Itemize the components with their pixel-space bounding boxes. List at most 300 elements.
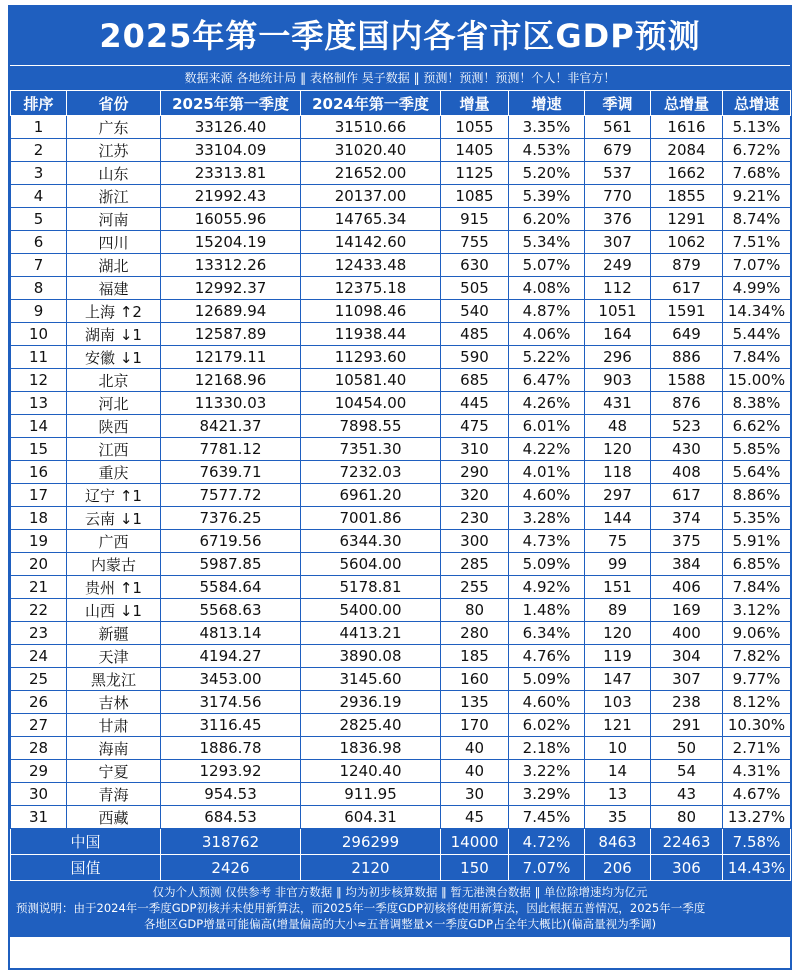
cell-growth: 5.20% <box>509 162 585 185</box>
cell-gdp-2024q1: 5178.81 <box>301 576 441 599</box>
cell-gdp-2024q1: 3890.08 <box>301 645 441 668</box>
cell-rank: 24 <box>11 645 67 668</box>
cell-seasonal-adj: 112 <box>585 277 651 300</box>
cell-increment: 40 <box>441 737 509 760</box>
table-row <box>11 323 791 346</box>
table-row <box>11 484 791 507</box>
cell-total-increment: 1588 <box>651 369 723 392</box>
cell-rank: 8 <box>11 277 67 300</box>
table-row <box>11 806 791 829</box>
cell-gdp-2025q1: 15204.19 <box>161 231 301 254</box>
gdp-forecast-sheet <box>8 5 792 970</box>
cell-seasonal-adj: 297 <box>585 484 651 507</box>
cell-gdp-2024q1: 2936.19 <box>301 691 441 714</box>
cell-total-increment: 430 <box>651 438 723 461</box>
cell-growth: 6.02% <box>509 714 585 737</box>
cell-growth: 7.07% <box>509 855 585 881</box>
cell-seasonal-adj: 206 <box>585 855 651 881</box>
cell-gdp-2025q1: 12689.94 <box>161 300 301 323</box>
table-row <box>11 714 791 737</box>
cell-increment: 14000 <box>441 829 509 855</box>
cell-province: 福建 <box>67 277 161 300</box>
cell-province: 安徽 ↓1 <box>67 346 161 369</box>
cell-seasonal-adj: 118 <box>585 461 651 484</box>
cell-increment: 590 <box>441 346 509 369</box>
cell-total-growth: 7.84% <box>723 576 791 599</box>
cell-total-increment: 43 <box>651 783 723 806</box>
cell-total-growth: 7.68% <box>723 162 791 185</box>
cell-total-growth: 14.34% <box>723 300 791 323</box>
cell-total-increment: 1291 <box>651 208 723 231</box>
cell-total-growth: 9.21% <box>723 185 791 208</box>
cell-total-increment: 1662 <box>651 162 723 185</box>
cell-gdp-2025q1: 318762 <box>161 829 301 855</box>
cell-gdp-2025q1: 21992.43 <box>161 185 301 208</box>
cell-seasonal-adj: 903 <box>585 369 651 392</box>
cell-seasonal-adj: 144 <box>585 507 651 530</box>
table-row <box>11 346 791 369</box>
cell-total-increment: 306 <box>651 855 723 881</box>
cell-total-growth: 5.13% <box>723 116 791 139</box>
cell-total-increment: 238 <box>651 691 723 714</box>
cell-gdp-2024q1: 7001.86 <box>301 507 441 530</box>
cell-province: 内蒙古 <box>67 553 161 576</box>
cell-gdp-2024q1: 31510.66 <box>301 116 441 139</box>
cell-increment: 40 <box>441 760 509 783</box>
cell-gdp-2025q1: 5568.63 <box>161 599 301 622</box>
table-row <box>11 415 791 438</box>
cell-rank: 18 <box>11 507 67 530</box>
cell-total-increment: 876 <box>651 392 723 415</box>
table-row <box>11 300 791 323</box>
cell-province: 海南 <box>67 737 161 760</box>
cell-total-growth: 7.58% <box>723 829 791 855</box>
cell-increment: 290 <box>441 461 509 484</box>
cell-gdp-2025q1: 4813.14 <box>161 622 301 645</box>
cell-province: 浙江 <box>67 185 161 208</box>
cell-rank: 17 <box>11 484 67 507</box>
cell-total-growth: 10.30% <box>723 714 791 737</box>
cell-increment: 485 <box>441 323 509 346</box>
cell-rank: 2 <box>11 139 67 162</box>
cell-growth: 5.39% <box>509 185 585 208</box>
cell-gdp-2024q1: 911.95 <box>301 783 441 806</box>
cell-total-growth: 7.07% <box>723 254 791 277</box>
cell-total-increment: 617 <box>651 277 723 300</box>
cell-increment: 685 <box>441 369 509 392</box>
cell-gdp-2025q1: 33126.40 <box>161 116 301 139</box>
cell-gdp-2025q1: 2426 <box>161 855 301 881</box>
cell-rank: 7 <box>11 254 67 277</box>
cell-total-growth: 3.12% <box>723 599 791 622</box>
cell-gdp-2025q1: 1293.92 <box>161 760 301 783</box>
cell-province: 湖北 <box>67 254 161 277</box>
cell-gdp-2025q1: 12992.37 <box>161 277 301 300</box>
table-row <box>11 461 791 484</box>
cell-seasonal-adj: 8463 <box>585 829 651 855</box>
cell-rank: 31 <box>11 806 67 829</box>
cell-rank: 19 <box>11 530 67 553</box>
table-row <box>11 622 791 645</box>
cell-gdp-2024q1: 12433.48 <box>301 254 441 277</box>
cell-seasonal-adj: 296 <box>585 346 651 369</box>
table-row <box>11 645 791 668</box>
gdp-table <box>10 90 791 881</box>
cell-total-increment: 408 <box>651 461 723 484</box>
cell-gdp-2024q1: 296299 <box>301 829 441 855</box>
table-row <box>11 530 791 553</box>
cell-gdp-2025q1: 5584.64 <box>161 576 301 599</box>
cell-province: 青海 <box>67 783 161 806</box>
footer-explanation-1: 预测说明：由于2024年一季度GDP初核并未使用新算法，而2025年一季度GDP初核将使用新算法，因此根据五普情况，2025年一季度 <box>16 901 706 915</box>
page-title: 2025年第一季度国内各省市区GDP预测 <box>10 7 790 65</box>
cell-rank: 10 <box>11 323 67 346</box>
cell-seasonal-adj: 14 <box>585 760 651 783</box>
cell-growth: 4.72% <box>509 829 585 855</box>
cell-total-growth: 6.62% <box>723 415 791 438</box>
cell-total-growth: 5.91% <box>723 530 791 553</box>
cell-gdp-2025q1: 684.53 <box>161 806 301 829</box>
cell-gdp-2025q1: 8421.37 <box>161 415 301 438</box>
cell-seasonal-adj: 679 <box>585 139 651 162</box>
cell-increment: 285 <box>441 553 509 576</box>
table-row <box>11 576 791 599</box>
cell-seasonal-adj: 561 <box>585 116 651 139</box>
cell-gdp-2024q1: 5400.00 <box>301 599 441 622</box>
cell-gdp-2024q1: 31020.40 <box>301 139 441 162</box>
footer-notes <box>10 881 790 937</box>
cell-total-increment: 1855 <box>651 185 723 208</box>
cell-province: 天津 <box>67 645 161 668</box>
cell-total-growth: 13.27% <box>723 806 791 829</box>
cell-total-increment: 649 <box>651 323 723 346</box>
cell-total-increment: 617 <box>651 484 723 507</box>
cell-gdp-2024q1: 20137.00 <box>301 185 441 208</box>
cell-seasonal-adj: 307 <box>585 231 651 254</box>
header-total-increment: 总增量 <box>651 91 723 116</box>
cell-total-growth: 8.12% <box>723 691 791 714</box>
cell-growth: 1.48% <box>509 599 585 622</box>
cell-increment: 30 <box>441 783 509 806</box>
cell-gdp-2024q1: 1240.40 <box>301 760 441 783</box>
cell-rank: 21 <box>11 576 67 599</box>
cell-increment: 230 <box>441 507 509 530</box>
table-row <box>11 783 791 806</box>
cell-rank: 27 <box>11 714 67 737</box>
cell-increment: 445 <box>441 392 509 415</box>
header-total-growth: 总增速 <box>723 91 791 116</box>
cell-rank: 14 <box>11 415 67 438</box>
cell-seasonal-adj: 147 <box>585 668 651 691</box>
cell-gdp-2025q1: 4194.27 <box>161 645 301 668</box>
cell-total-increment: 22463 <box>651 829 723 855</box>
cell-gdp-2024q1: 11098.46 <box>301 300 441 323</box>
cell-province: 新疆 <box>67 622 161 645</box>
table-row <box>11 208 791 231</box>
cell-increment: 1085 <box>441 185 509 208</box>
cell-rank: 23 <box>11 622 67 645</box>
cell-total-increment: 1062 <box>651 231 723 254</box>
header-province: 省份 <box>67 91 161 116</box>
table-row <box>11 438 791 461</box>
cell-gdp-2025q1: 7639.71 <box>161 461 301 484</box>
cell-province: 西藏 <box>67 806 161 829</box>
cell-province: 四川 <box>67 231 161 254</box>
cell-gdp-2024q1: 604.31 <box>301 806 441 829</box>
cell-province: 江西 <box>67 438 161 461</box>
cell-increment: 320 <box>441 484 509 507</box>
cell-growth: 4.26% <box>509 392 585 415</box>
cell-total-increment: 1591 <box>651 300 723 323</box>
table-row <box>11 139 791 162</box>
table-row <box>11 185 791 208</box>
cell-gdp-2024q1: 7898.55 <box>301 415 441 438</box>
cell-province: 辽宁 ↑1 <box>67 484 161 507</box>
cell-seasonal-adj: 103 <box>585 691 651 714</box>
cell-growth: 3.29% <box>509 783 585 806</box>
cell-rank: 25 <box>11 668 67 691</box>
cell-growth: 6.47% <box>509 369 585 392</box>
cell-rank: 1 <box>11 116 67 139</box>
table-row <box>11 277 791 300</box>
cell-growth: 3.28% <box>509 507 585 530</box>
cell-total-increment: 374 <box>651 507 723 530</box>
cell-gdp-2024q1: 10454.00 <box>301 392 441 415</box>
cell-total-increment: 406 <box>651 576 723 599</box>
cell-seasonal-adj: 120 <box>585 438 651 461</box>
cell-increment: 45 <box>441 806 509 829</box>
cell-increment: 160 <box>441 668 509 691</box>
table-row <box>11 162 791 185</box>
cell-gdp-2025q1: 23313.81 <box>161 162 301 185</box>
cell-growth: 4.76% <box>509 645 585 668</box>
cell-growth: 6.20% <box>509 208 585 231</box>
cell-total-growth: 2.71% <box>723 737 791 760</box>
cell-rank: 3 <box>11 162 67 185</box>
cell-seasonal-adj: 431 <box>585 392 651 415</box>
cell-seasonal-adj: 13 <box>585 783 651 806</box>
cell-gdp-2025q1: 3116.45 <box>161 714 301 737</box>
cell-rank: 16 <box>11 461 67 484</box>
header-2025q1: 2025年第一季度 <box>161 91 301 116</box>
footer-disclaimer: 仅为个人预测 仅供参考 非官方数据 ‖ 均为初步核算数据 ‖ 暂无港澳台数据 ‖ 单位除增速均为亿元 <box>152 885 648 899</box>
cell-gdp-2025q1: 7376.25 <box>161 507 301 530</box>
cell-growth: 5.34% <box>509 231 585 254</box>
table-row <box>11 507 791 530</box>
cell-growth: 5.09% <box>509 668 585 691</box>
cell-rank: 29 <box>11 760 67 783</box>
cell-total-increment: 2084 <box>651 139 723 162</box>
cell-increment: 1125 <box>441 162 509 185</box>
cell-province: 云南 ↓1 <box>67 507 161 530</box>
cell-gdp-2025q1: 16055.96 <box>161 208 301 231</box>
cell-rank: 13 <box>11 392 67 415</box>
page-subtitle: 数据来源 各地统计局 ‖ 表格制作 昊子数据 ‖ 预测！预测！预测！个人！非官方！ <box>10 65 790 90</box>
cell-gdp-2024q1: 11938.44 <box>301 323 441 346</box>
cell-total-increment: 384 <box>651 553 723 576</box>
cell-increment: 185 <box>441 645 509 668</box>
cell-growth: 4.73% <box>509 530 585 553</box>
cell-province: 广东 <box>67 116 161 139</box>
cell-growth: 4.01% <box>509 461 585 484</box>
cell-summary-label: 国值 <box>11 855 161 881</box>
summary-body <box>11 829 791 881</box>
cell-seasonal-adj: 35 <box>585 806 651 829</box>
cell-total-growth: 14.43% <box>723 855 791 881</box>
cell-growth: 5.09% <box>509 553 585 576</box>
header-growth: 增速 <box>509 91 585 116</box>
cell-increment: 150 <box>441 855 509 881</box>
cell-total-growth: 7.82% <box>723 645 791 668</box>
table-body <box>11 116 791 829</box>
cell-total-increment: 879 <box>651 254 723 277</box>
cell-seasonal-adj: 10 <box>585 737 651 760</box>
cell-total-increment: 523 <box>651 415 723 438</box>
cell-growth: 4.87% <box>509 300 585 323</box>
cell-gdp-2024q1: 6961.20 <box>301 484 441 507</box>
cell-gdp-2025q1: 12587.89 <box>161 323 301 346</box>
cell-gdp-2024q1: 12375.18 <box>301 277 441 300</box>
cell-province: 广西 <box>67 530 161 553</box>
cell-rank: 22 <box>11 599 67 622</box>
cell-total-growth: 4.31% <box>723 760 791 783</box>
cell-province: 江苏 <box>67 139 161 162</box>
cell-province: 河南 <box>67 208 161 231</box>
cell-seasonal-adj: 249 <box>585 254 651 277</box>
cell-increment: 1405 <box>441 139 509 162</box>
cell-total-growth: 9.06% <box>723 622 791 645</box>
cell-total-growth: 5.35% <box>723 507 791 530</box>
cell-total-increment: 50 <box>651 737 723 760</box>
cell-province: 山西 ↓1 <box>67 599 161 622</box>
cell-total-growth: 8.38% <box>723 392 791 415</box>
cell-total-growth: 8.74% <box>723 208 791 231</box>
cell-growth: 7.45% <box>509 806 585 829</box>
table-row <box>11 599 791 622</box>
cell-province: 陕西 <box>67 415 161 438</box>
cell-gdp-2024q1: 7351.30 <box>301 438 441 461</box>
cell-increment: 540 <box>441 300 509 323</box>
cell-total-growth: 5.64% <box>723 461 791 484</box>
cell-increment: 505 <box>441 277 509 300</box>
table-row <box>11 760 791 783</box>
cell-rank: 15 <box>11 438 67 461</box>
cell-increment: 755 <box>441 231 509 254</box>
cell-rank: 5 <box>11 208 67 231</box>
cell-gdp-2025q1: 3453.00 <box>161 668 301 691</box>
cell-growth: 4.92% <box>509 576 585 599</box>
cell-total-growth: 15.00% <box>723 369 791 392</box>
header-increment: 增量 <box>441 91 509 116</box>
cell-gdp-2024q1: 7232.03 <box>301 461 441 484</box>
cell-increment: 310 <box>441 438 509 461</box>
cell-total-growth: 5.85% <box>723 438 791 461</box>
cell-gdp-2024q1: 6344.30 <box>301 530 441 553</box>
cell-province: 吉林 <box>67 691 161 714</box>
table-row <box>11 392 791 415</box>
cell-growth: 4.08% <box>509 277 585 300</box>
cell-increment: 255 <box>441 576 509 599</box>
cell-increment: 170 <box>441 714 509 737</box>
cell-increment: 135 <box>441 691 509 714</box>
table-row <box>11 369 791 392</box>
cell-seasonal-adj: 89 <box>585 599 651 622</box>
cell-seasonal-adj: 537 <box>585 162 651 185</box>
cell-rank: 9 <box>11 300 67 323</box>
cell-total-increment: 54 <box>651 760 723 783</box>
table-row <box>11 116 791 139</box>
table-row <box>11 737 791 760</box>
cell-growth: 3.35% <box>509 116 585 139</box>
cell-gdp-2025q1: 13312.26 <box>161 254 301 277</box>
cell-seasonal-adj: 99 <box>585 553 651 576</box>
cell-gdp-2025q1: 11330.03 <box>161 392 301 415</box>
cell-total-increment: 307 <box>651 668 723 691</box>
cell-gdp-2025q1: 12168.96 <box>161 369 301 392</box>
cell-growth: 2.18% <box>509 737 585 760</box>
cell-growth: 6.34% <box>509 622 585 645</box>
cell-growth: 5.07% <box>509 254 585 277</box>
cell-growth: 4.22% <box>509 438 585 461</box>
header-2024q1: 2024年第一季度 <box>301 91 441 116</box>
cell-gdp-2025q1: 954.53 <box>161 783 301 806</box>
cell-province: 山东 <box>67 162 161 185</box>
cell-gdp-2024q1: 21652.00 <box>301 162 441 185</box>
cell-growth: 4.60% <box>509 691 585 714</box>
header-rank: 排序 <box>11 91 67 116</box>
cell-total-growth: 4.67% <box>723 783 791 806</box>
cell-seasonal-adj: 376 <box>585 208 651 231</box>
table-header-row <box>11 91 791 116</box>
cell-gdp-2024q1: 11293.60 <box>301 346 441 369</box>
cell-province: 湖南 ↓1 <box>67 323 161 346</box>
cell-growth: 4.53% <box>509 139 585 162</box>
cell-province: 北京 <box>67 369 161 392</box>
cell-total-increment: 886 <box>651 346 723 369</box>
cell-total-growth: 6.85% <box>723 553 791 576</box>
cell-gdp-2025q1: 7781.12 <box>161 438 301 461</box>
cell-gdp-2025q1: 3174.56 <box>161 691 301 714</box>
cell-increment: 1055 <box>441 116 509 139</box>
cell-seasonal-adj: 151 <box>585 576 651 599</box>
cell-gdp-2024q1: 1836.98 <box>301 737 441 760</box>
cell-gdp-2025q1: 12179.11 <box>161 346 301 369</box>
cell-total-growth: 8.86% <box>723 484 791 507</box>
cell-gdp-2025q1: 5987.85 <box>161 553 301 576</box>
cell-seasonal-adj: 120 <box>585 622 651 645</box>
cell-total-growth: 7.84% <box>723 346 791 369</box>
header-seasonal-adj: 季调 <box>585 91 651 116</box>
cell-rank: 6 <box>11 231 67 254</box>
footer-explanation-2: 各地区GDP增量可能偏高(增量偏高的大小≈五普调整量×一季度GDP占全年大概比)(偏高量视为季调) <box>143 917 657 931</box>
cell-total-growth: 7.51% <box>723 231 791 254</box>
cell-growth: 6.01% <box>509 415 585 438</box>
cell-gdp-2025q1: 6719.56 <box>161 530 301 553</box>
cell-province: 上海 ↑2 <box>67 300 161 323</box>
cell-rank: 20 <box>11 553 67 576</box>
summary-row <box>11 855 791 881</box>
table-row <box>11 553 791 576</box>
cell-growth: 4.06% <box>509 323 585 346</box>
cell-increment: 475 <box>441 415 509 438</box>
table-row <box>11 668 791 691</box>
cell-gdp-2025q1: 33104.09 <box>161 139 301 162</box>
cell-growth: 3.22% <box>509 760 585 783</box>
cell-gdp-2025q1: 1886.78 <box>161 737 301 760</box>
cell-total-increment: 304 <box>651 645 723 668</box>
cell-rank: 12 <box>11 369 67 392</box>
cell-total-increment: 80 <box>651 806 723 829</box>
